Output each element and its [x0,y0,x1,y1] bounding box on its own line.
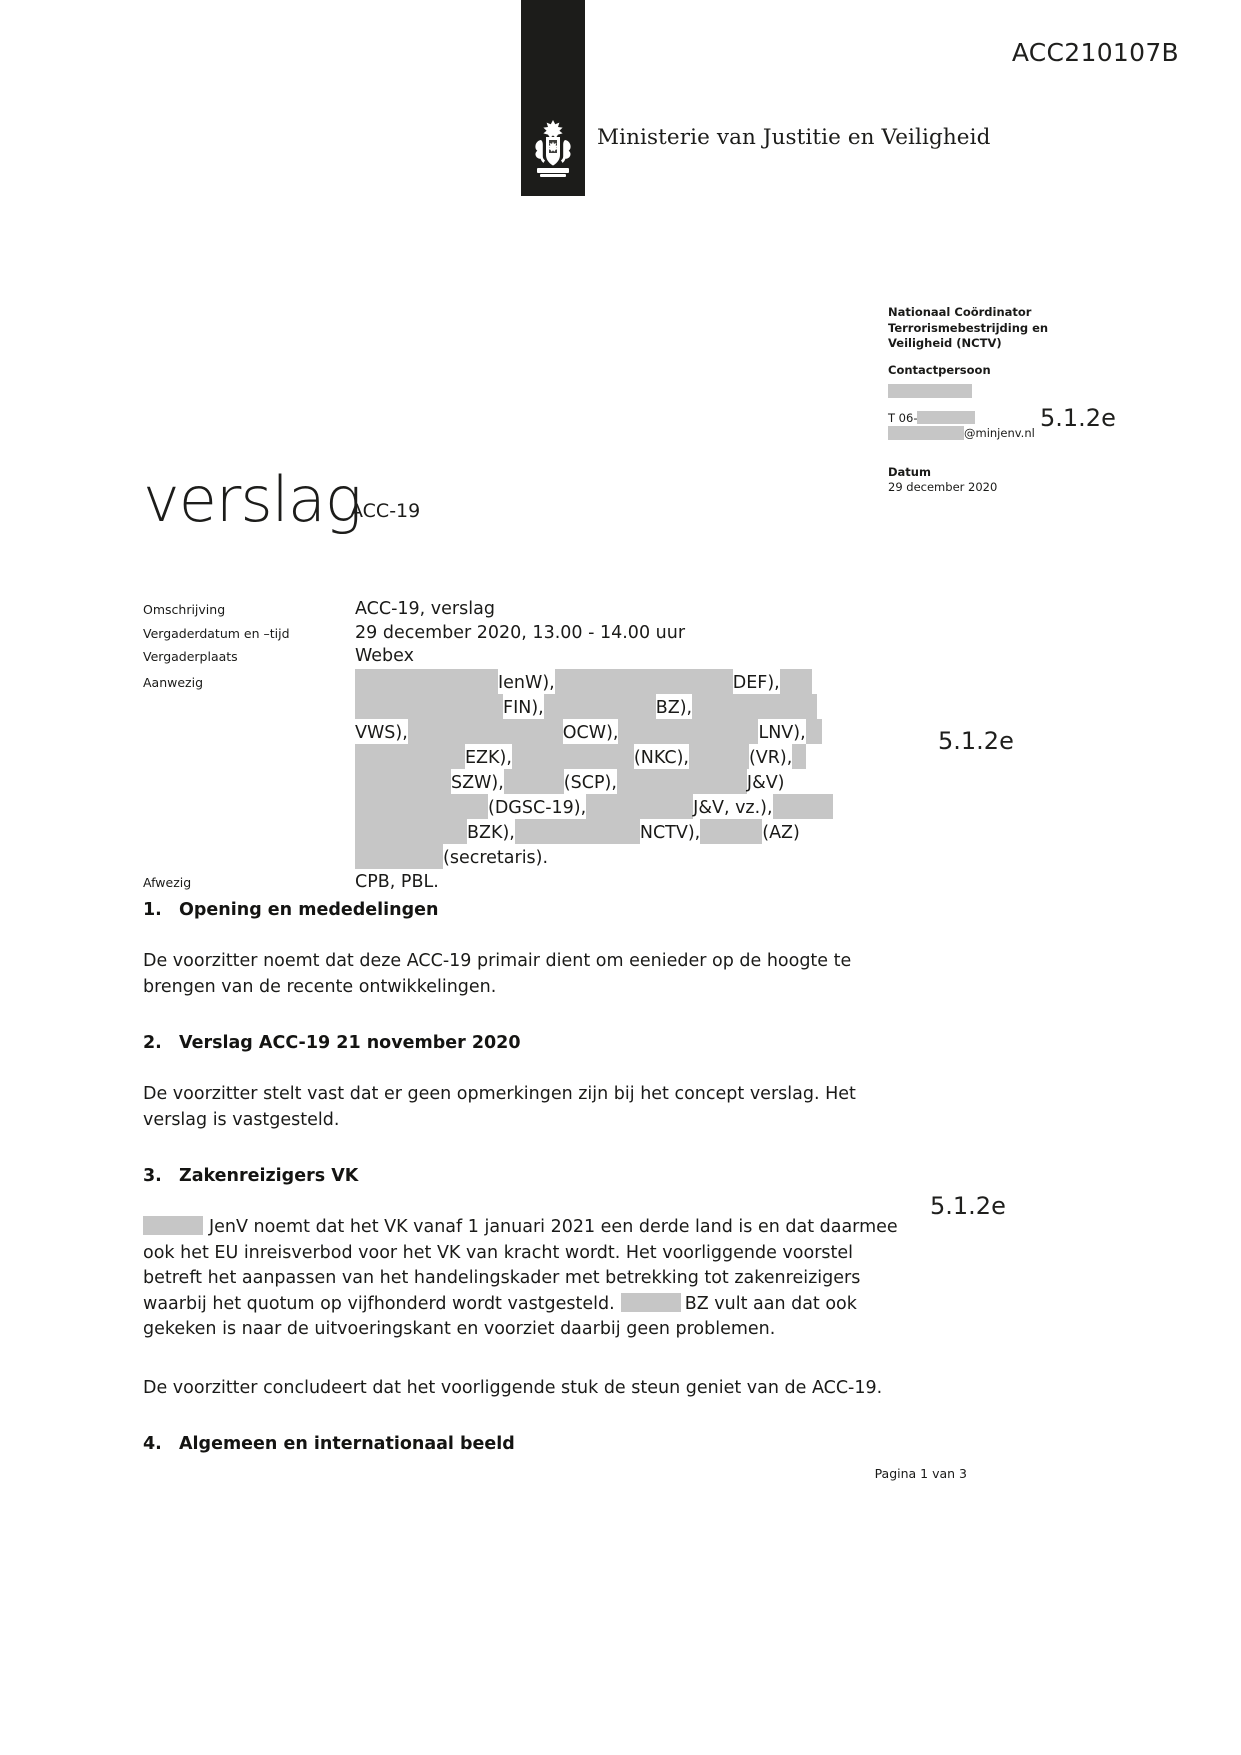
attendee-org: FIN), [503,697,544,718]
date-block [888,453,1063,496]
speaker-redaction [143,1216,203,1235]
attendee-redaction [806,719,822,744]
info-row-vergaderdatum [143,622,903,646]
attendee-line [355,819,903,844]
attendee-org: J&V) [746,772,785,793]
section-number: 2. [143,1033,162,1053]
attendee-org: (DGSC-19), [488,797,587,818]
attendee-redaction [355,669,498,694]
info-label-aanwezig: Aanwezig [143,674,204,690]
info-value-omschrijving: ACC-19, verslag [355,599,495,619]
redaction-mark-contact: 5.1.2e [1040,404,1116,432]
organisation-block [888,305,1063,352]
info-row-aanwezig [143,669,903,869]
dutch-coat-of-arms-icon [527,118,579,180]
attendee-org: (secretaris). [443,847,549,868]
section-2-paragraph: De voorzitter stelt vast dat er geen opmerkingen zijn bij het concept verslag. Het verslag is vastgesteld. [143,1084,856,1130]
date-value: 29 december 2020 [888,480,998,494]
attendee-redaction [792,744,806,769]
contact-label: Contactpersoon [888,362,991,377]
section-3-paragraph-1 [143,1215,903,1343]
section-number: 1. [143,900,162,920]
attendee-org: IenW), [498,672,555,693]
section-3-text-2: BZ vult aan dat ook gekeken is naar de uitvoeringskant en voorziet daarbij geen problemen. [143,1293,857,1339]
info-label-afwezig: Afwezig [143,874,192,890]
info-value-vergaderdatum: 29 december 2020, 13.00 - 14.00 uur [355,622,686,643]
attendee-line [355,744,903,769]
attendee-line [355,769,903,794]
attendee-redaction [700,819,762,844]
info-row-afwezig [143,871,903,895]
attendee-redaction [689,744,749,769]
section-number: 3. [143,1166,162,1186]
date-label: Datum [888,464,931,479]
attendee-org: (NKC), [633,747,689,768]
document-meta-column [888,305,1063,496]
info-label-vergaderplaats: Vergaderplaats [143,649,238,664]
attendee-line [355,694,903,719]
attendee-redaction [355,769,451,794]
attendee-line [355,794,903,819]
attendee-org: NCTV), [639,822,701,843]
attendee-org: SZW), [451,772,504,793]
attendee-redaction [512,744,634,769]
attendees-redacted-list [355,669,903,869]
section-3-text-1: JenV noemt dat het VK vanaf 1 januari 2021 een derde land is en dat daarmee ook het EU inreisverbod voor het VK van kracht wordt. Het voorliggende voorstel betreft het aanpassen van het handelingskader met betrekking tot zakenreizigers waarbij het quotum op vijfhonderd wordt vastgesteld. [143,1217,898,1314]
info-label-omschrijving: Omschrijving [143,602,226,617]
attendee-line [355,844,903,869]
attendee-redaction [692,694,817,719]
organisation-line-1: Nationaal Coördinator [888,305,1032,319]
section-heading-4 [143,1434,903,1454]
attendee-org: DEF), [732,672,780,693]
info-value-vergaderplaats: Webex [355,646,414,666]
contact-phone-row [888,411,1063,427]
email-redaction [888,426,964,440]
attendee-redaction [544,694,656,719]
section-heading-1 [143,900,903,920]
attendee-org: EZK), [465,747,512,768]
attendee-redaction [355,819,467,844]
section-heading-3 [143,1166,903,1186]
attendee-org: BZK), [467,822,515,843]
email-domain: @minjenv.nl [964,426,1035,440]
attendee-org: OCW), [562,722,619,743]
attendee-redaction [780,669,812,694]
section-title: Zakenreizigers VK [179,1166,359,1186]
attendee-org: VWS), [355,722,408,743]
organisation-line-2: Terrorismebestrijding en [888,320,1049,335]
attendee-redaction [355,844,443,869]
contact-email-row [888,426,1063,442]
attendee-redaction [355,744,465,769]
page-title: verslag [143,463,362,536]
ministry-name: Ministerie van Justitie en Veiligheid [597,125,991,150]
redaction-mark-attendees: 5.1.2e [938,727,1014,755]
section-1-paragraph: De voorzitter noemt dat deze ACC-19 primair dient om eenieder op de hoogte te brengen van de recente ontwikkelingen. [143,951,852,997]
attendee-org: J&V, vz.), [693,797,773,818]
section-title: Opening en mededelingen [179,900,439,920]
phone-prefix: T 06- [888,410,918,425]
contact-block [888,363,1063,442]
contact-name-redaction [888,384,972,398]
attendee-redaction [555,669,733,694]
info-row-vergaderplaats [143,645,903,669]
section-heading-2 [143,1033,903,1053]
attendee-line [355,719,903,744]
attendee-org: (VR), [748,747,793,768]
section-3-paragraph-2: De voorzitter concludeert dat het voorliggende stuk de steun geniet van de ACC-19. [143,1377,883,1398]
attendee-org: (AZ) [762,822,800,843]
attendee-redaction [408,719,563,744]
meeting-info-table [143,598,903,894]
attendee-org: (SCP), [563,772,617,793]
attendee-redaction [355,794,488,819]
page-footer: Pagina 1 van 3 [874,1466,967,1481]
attendee-org: LNV), [758,722,806,743]
attendee-redaction [618,719,758,744]
attendee-org: BZ), [655,697,693,718]
document-code: ACC210107B [1011,38,1179,67]
attendee-redaction [617,769,747,794]
info-label-vergaderdatum: Vergaderdatum en –tijd [143,625,290,641]
attendee-redaction [773,794,833,819]
attendee-redaction [355,694,503,719]
attendee-redaction [515,819,640,844]
document-body [143,900,903,1454]
section-number: 4. [143,1434,162,1454]
info-value-afwezig: CPB, PBL. [355,871,439,892]
organisation-line-3: Veiligheid (NCTV) [888,336,1002,350]
speaker-redaction [621,1293,681,1312]
phone-redaction [917,411,975,424]
redaction-mark-section3: 5.1.2e [930,1192,1006,1220]
attendee-redaction [586,794,693,819]
attendee-redaction [504,769,564,794]
section-title: Algemeen en internationaal beeld [179,1434,515,1454]
attendee-line [355,669,903,694]
section-title: Verslag ACC-19 21 november 2020 [179,1033,521,1053]
info-row-omschrijving [143,598,903,622]
page-title-suffix: ACC-19 [350,500,421,522]
